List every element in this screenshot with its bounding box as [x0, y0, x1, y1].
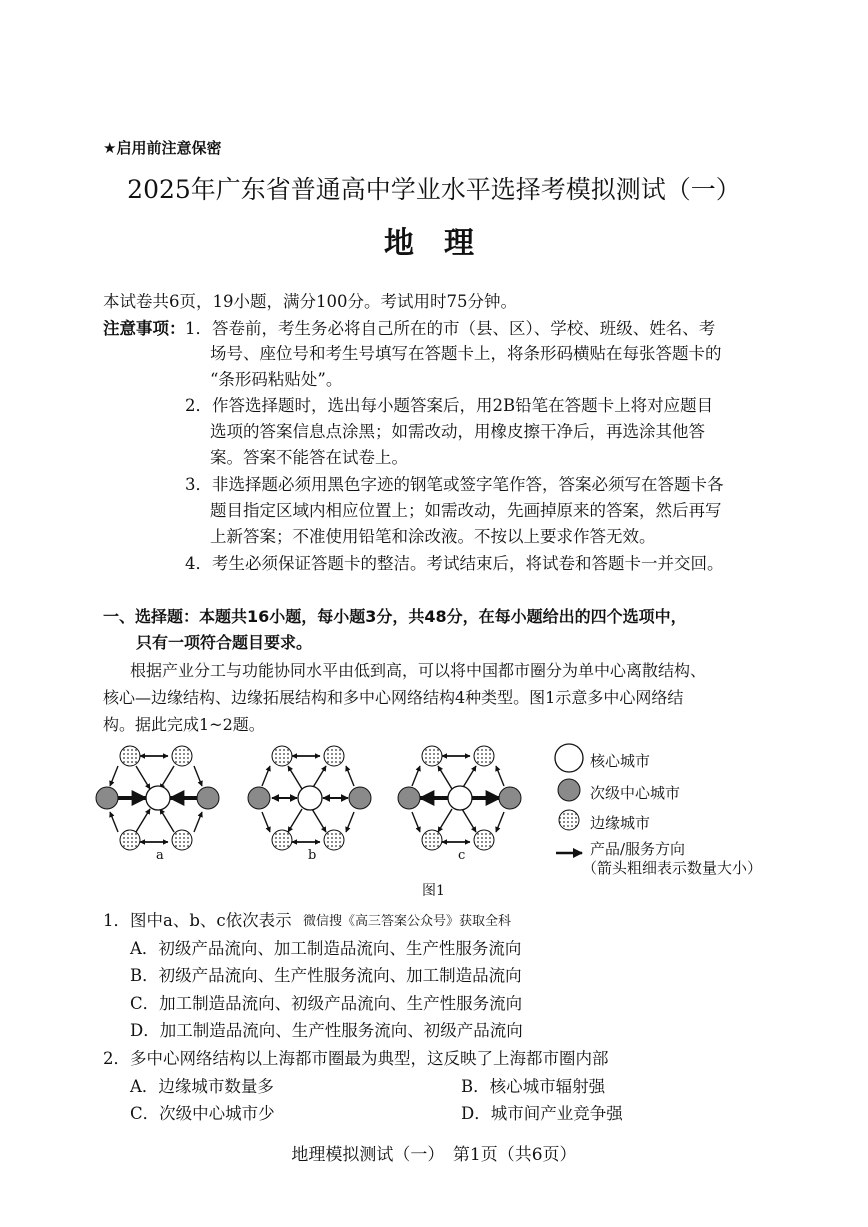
question-2-stem: 2．多中心网络结构以上海都市圈最为典型，这反映了上海都市圈内部: [103, 1049, 609, 1068]
stem-line-2: 核心—边缘结构、边缘拓展结构和多中心网络结构4种类型。图1示意多中心网络结: [103, 688, 684, 707]
panel-c: [398, 746, 521, 850]
figure-caption: 图1: [422, 883, 445, 899]
section-heading-cont: 只有一项符合题目要求。: [136, 633, 313, 652]
panel-b: [248, 746, 371, 850]
q1-option-c[interactable]: C．加工制造品流向、初级产品流向、生产性服务流向: [130, 994, 523, 1013]
exam-intro: 本试卷共6页，19小题，满分100分。考试用时75分钟。: [103, 292, 517, 311]
q2-option-d[interactable]: D．城市间产业竞争强: [461, 1104, 623, 1123]
note-4-line-1: 4．考生必须保证答题卡的整洁。考试结束后，将试卷和答题卡一并交回。: [185, 554, 724, 573]
legend-symbols: [555, 744, 583, 853]
stem-line-1: 根据产业分工与功能协同水平由低到高，可以将中国都市圈分为单中心离散结构、: [130, 661, 707, 680]
note-2-line-3: 案。答案不能答在试卷上。: [210, 448, 408, 467]
q2-option-a[interactable]: A．边缘城市数量多: [130, 1077, 274, 1096]
section-heading: 一、选择题：本题共16小题，每小题3分，共48分，在每小题给出的四个选项中，: [103, 607, 687, 626]
panel-label-b: b: [308, 848, 317, 863]
legend-flow: 产品/服务方向: [590, 840, 686, 858]
panel-label-a: a: [156, 848, 164, 863]
q2-option-c[interactable]: C．次级中心城市少: [130, 1104, 275, 1123]
legend-secondary-city: 次级中心城市: [590, 784, 681, 802]
note-2-line-1: 2．作答选择题时，选出每小题答案后，用2B铅笔在答题卡上将对应题目: [185, 396, 714, 415]
q1-option-b[interactable]: B．初级产品流向、生产性服务流向、加工制造品流向: [130, 966, 522, 985]
note-1-line-2: 场号、座位号和考生号填写在答题卡上，将条形码横贴在每张答题卡的: [210, 344, 722, 363]
note-3-line-2: 题目指定区域内相应位置上；如需改动，先画掉原来的答案，然后再写: [210, 501, 722, 520]
note-2-line-2: 选项的答案信息点涂黑；如需改动，用橡皮擦干净后，再选涂其他答: [210, 422, 705, 441]
exam-title: 2025年广东省普通高中学业水平选择考模拟测试（一）: [127, 175, 741, 204]
question-1-note: 微信搜《高三答案公众号》获取全科: [303, 914, 512, 929]
stem-line-3: 构。据此完成1~2题。: [103, 715, 265, 734]
subject-title: 地理: [384, 226, 504, 261]
notes-label: 注意事项：: [103, 319, 186, 338]
panel-label-c: c: [458, 848, 466, 863]
note-3-line-1: 3．非选择题必须用黑色字迹的钢笔或签字笔作答，答案必须写在答题卡各: [185, 475, 724, 494]
question-1-stem: 1．图中a、b、c依次表示: [103, 911, 292, 930]
legend-flow-note: （箭头粗细表示数量大小）: [582, 859, 763, 877]
note-1-line-3: “条形码粘贴处”。: [210, 370, 343, 389]
note-3-line-3: 上新答案；不准使用铅笔和涂改液。不按以上要求作答无效。: [210, 527, 656, 546]
q1-option-a[interactable]: A．初级产品流向、加工制造品流向、生产性服务流向: [130, 939, 522, 958]
legend-core-city: 核心城市: [590, 752, 651, 770]
note-1-line-1: 1．答卷前，考生务必将自己所在的市（县、区）、学校、班级、姓名、考: [185, 319, 716, 338]
page-footer: 地理模拟测试（一） 第1页（共6页）: [291, 1145, 577, 1165]
panel-a: [96, 746, 219, 850]
legend-edge-city: 边缘城市: [590, 814, 651, 832]
confidential-mark: ★启用前注意保密: [103, 139, 222, 157]
q1-option-d[interactable]: D．加工制造品流向、生产性服务流向、初级产品流向: [130, 1021, 523, 1040]
q2-option-b[interactable]: B．核心城市辐射强: [461, 1077, 606, 1096]
